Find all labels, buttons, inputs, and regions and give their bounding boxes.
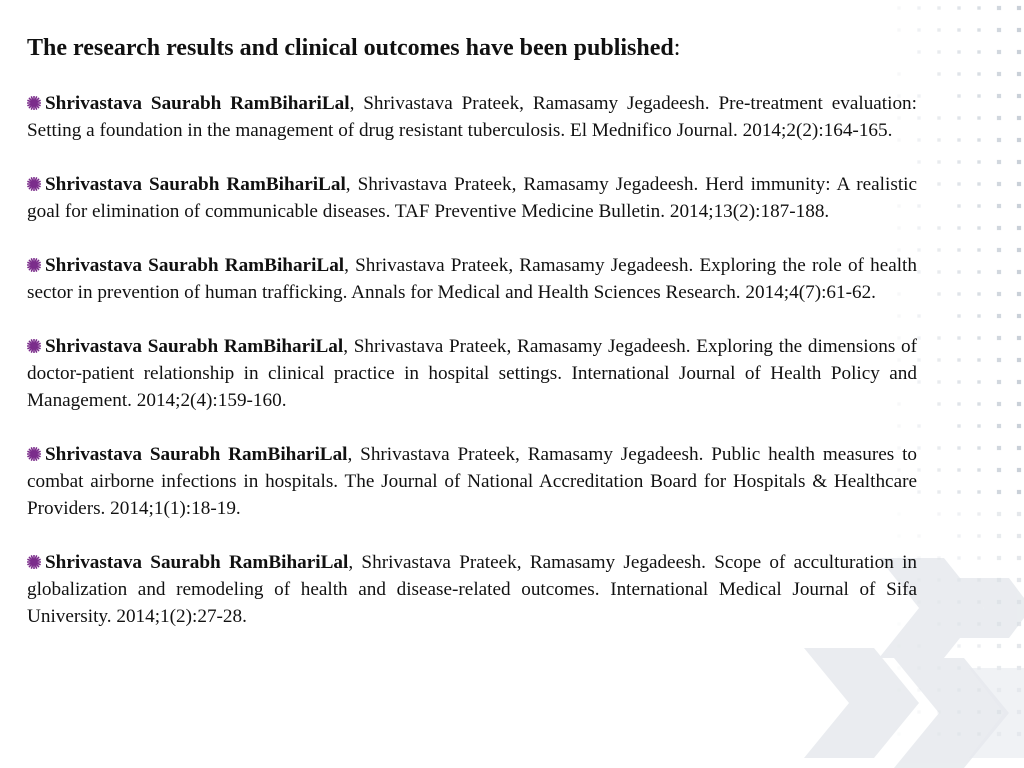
reference-details: , Shrivastava Prateek, Ramasamy Jegadeesh. Exploring the dimensions of doctor-patient relationship in clinical practice in hospital settings. International Journal of Health Policy and Management. 2014;2(4):159-160. (27, 336, 917, 411)
reference-details: , Shrivastava Prateek, Ramasamy Jegadeesh. Pre-treatment evaluation: Setting a foundation in the management of drug resistant tuberculosis. El Mednifico Journal. 2014;2(2):164-165. (27, 93, 917, 141)
reference-details: , Shrivastava Prateek, Ramasamy Jegadeesh. Scope of acculturation in globalization and remodeling of health and disease-related outcomes. International Medical Journal of Sifa University. 2014;1(2):27-28. (27, 552, 917, 627)
starburst-icon (27, 339, 41, 353)
starburst-icon (27, 555, 41, 569)
reference-author: Shrivastava Saurabh RamBihariLal (45, 444, 348, 465)
reference-author: Shrivastava Saurabh RamBihariLal (45, 255, 345, 276)
page-title (27, 33, 680, 63)
reference-details: , Shrivastava Prateek, Ramasamy Jegadeesh. Herd immunity: A realistic goal for elimination of communicable diseases. TAF Preventive Medicine Bulletin. 2014;13(2):187-188. (27, 174, 917, 222)
reference-item (27, 549, 917, 630)
reference-author: Shrivastava Saurabh RamBihariLal (45, 93, 350, 114)
reference-item (27, 252, 917, 306)
reference-author: Shrivastava Saurabh RamBihariLal (45, 174, 346, 195)
starburst-icon (27, 177, 41, 191)
page-title-text: The research results and clinical outcomes have been published (27, 35, 674, 61)
reference-details: , Shrivastava Prateek, Ramasamy Jegadeesh. Exploring the role of health sector in prevention of human trafficking. Annals for Medical and Health Sciences Research. 2014;4(7):61-62. (27, 255, 917, 303)
page-title-colon: : (673, 35, 681, 61)
reference-item (27, 333, 917, 414)
reference-list (27, 90, 917, 657)
reference-item (27, 171, 917, 225)
reference-item (27, 441, 917, 522)
reference-author: Shrivastava Saurabh RamBihariLal (45, 552, 349, 573)
reference-item (27, 90, 917, 144)
starburst-icon (27, 258, 41, 272)
starburst-icon (27, 96, 41, 110)
reference-author: Shrivastava Saurabh RamBihariLal (45, 336, 344, 357)
starburst-icon (27, 447, 41, 461)
reference-details: , Shrivastava Prateek, Ramasamy Jegadeesh. Public health measures to combat airborne infections in hospitals. The Journal of National Accreditation Board for Hospitals & Healthcare Providers. 2014;1(1):18-19. (27, 444, 917, 519)
